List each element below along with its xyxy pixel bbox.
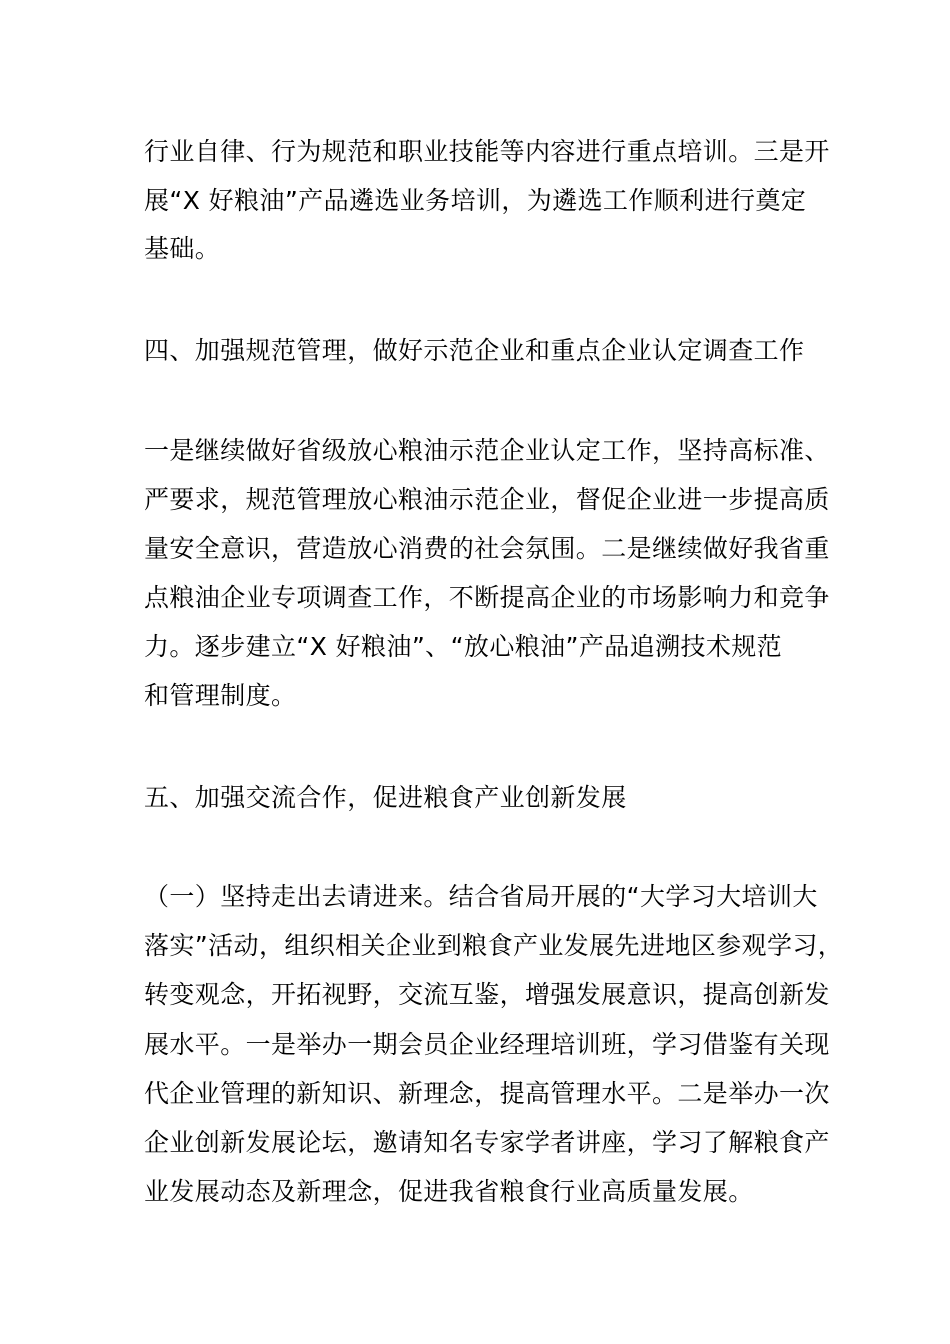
- paragraph-line: 业发展动态及新理念，促进我省粮食行业高质量发展。: [144, 1177, 754, 1206]
- paragraph-line: 和管理制度。: [144, 681, 297, 710]
- paragraph-line: 落实”活动，组织相关企业到粮食产业发展先进地区参观学习，: [144, 931, 844, 960]
- paragraph-line: 力。逐步建立“X 好粮油”、“放心粮油”产品追溯技术规范: [144, 632, 783, 661]
- paragraph-line: 代企业管理的新知识、新理念，提高管理水平。二是举办一次: [144, 1079, 830, 1108]
- paragraph-line: 展水平。一是举办一期会员企业经理培训班，学习借鉴有关现: [144, 1030, 830, 1059]
- paragraph-line: 展“X 好粮油”产品遴选业务培训，为遴选工作顺利进行奠定: [144, 186, 807, 215]
- paragraph-line: 一是继续做好省级放心粮油示范企业认定工作，坚持高标准、: [144, 436, 830, 465]
- paragraph-line: （一）坚持走出去请进来。结合省局开展的“大学习大培训大: [144, 882, 818, 911]
- section-heading: 五、加强交流合作，促进粮食产业创新发展: [144, 783, 627, 812]
- paragraph-line: 点粮油企业专项调查工作，不断提高企业的市场影响力和竞争: [144, 583, 830, 612]
- paragraph-line: 企业创新发展论坛，邀请知名专家学者讲座，学习了解粮食产: [144, 1128, 830, 1157]
- paragraph-line: 基础。: [144, 234, 221, 263]
- paragraph-line: 严要求，规范管理放心粮油示范企业，督促企业进一步提高质: [144, 485, 830, 514]
- section-heading: 四、加强规范管理，做好示范企业和重点企业认定调查工作: [144, 336, 805, 365]
- paragraph-line: 量安全意识，营造放心消费的社会氛围。二是继续做好我省重: [144, 534, 830, 563]
- paragraph-line: 行业自律、行为规范和职业技能等内容进行重点培训。三是开: [144, 137, 830, 166]
- paragraph-line: 转变观念，开拓视野，交流互鉴，增强发展意识，提高创新发: [144, 980, 830, 1009]
